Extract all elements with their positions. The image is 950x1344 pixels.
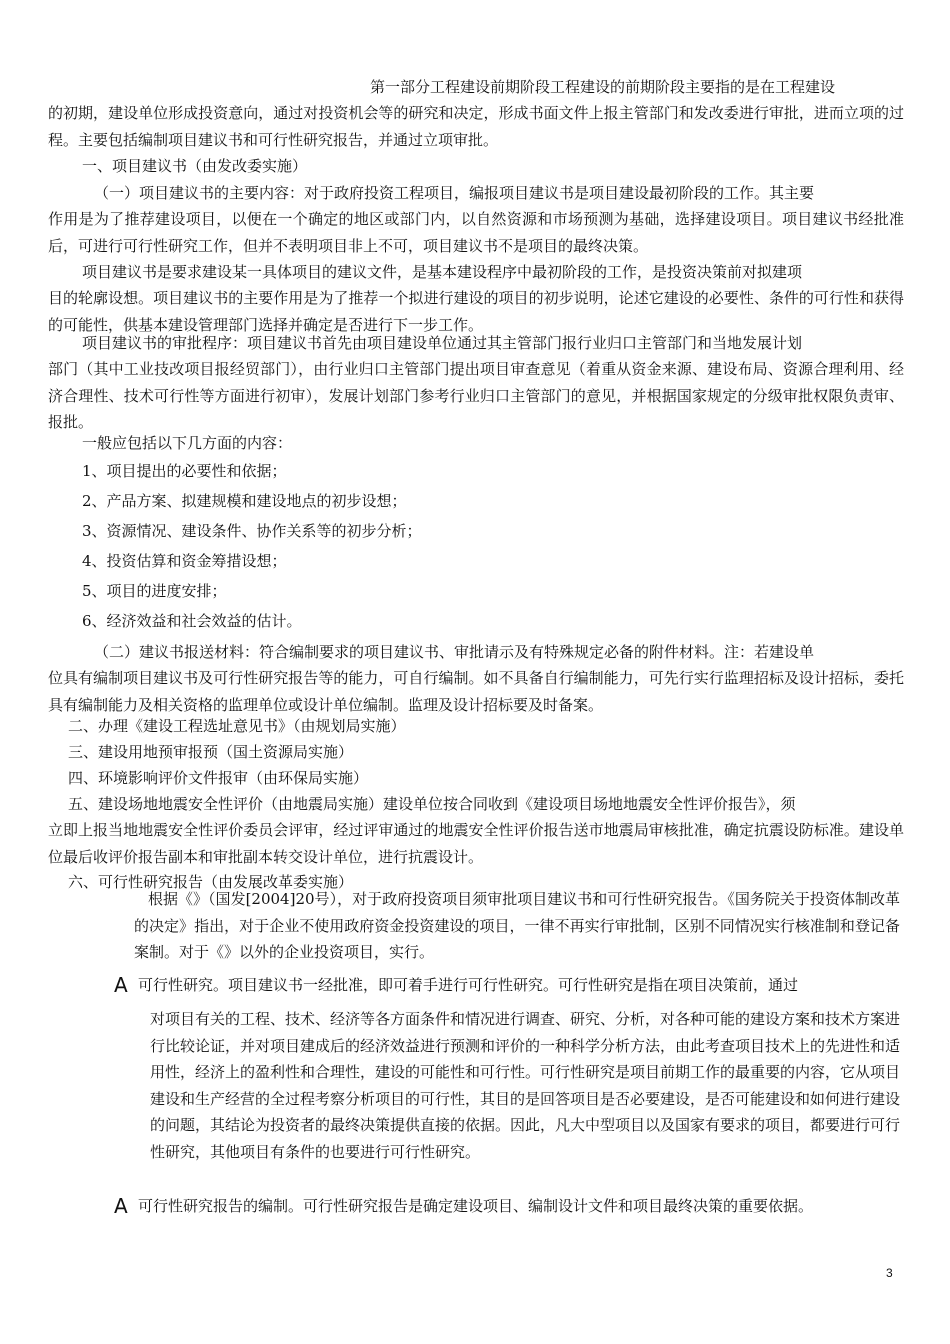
bullet-2-text: 可行性研究报告的编制。可行性研究报告是确定建设项目、编制设计文件和项目最终决策的重要依据。 <box>138 1197 814 1215</box>
s6-paragraph-1: 根据《》（国发[2004]20号），对于政府投资项目须审批项目建议书和可行性研究报告。《国务院关于投资体制改革的决定》指出，对于企业不使用政府资金投资建设的项目，一律不再实行审批制，区别不同情况实行核准制和登记备案制。对于《》以外的企业投资项目，实行。 <box>134 890 900 961</box>
list-item: 2、产品方案、拟建规模和建设地点的初步设想； <box>82 492 407 510</box>
page-number: 3 <box>886 1266 893 1280</box>
bullet-1-first-line: 可行性研究。项目建议书一经批准，即可着手进行可行性研究。可行性研究是指在项目决策前，通过 <box>138 976 799 994</box>
s1-paragraph-1: 作用是为了推荐建设项目，以便在一个确定的地区或部门内，以自然资源和市场预测为基础，选择建设项目。项目建议书经批准后，可进行可行性研究工作，但并不表明项目非上不可，项目建议书不是项目的最终决策。 <box>48 210 904 255</box>
bullet-1-paragraph: 对项目有关的工程、技术、经济等各方面条件和情况进行调查、研究、分析，对各种可能的建设方案和技术方案进行比较论证，并对项目建成后的经济效益进行预测和评价的一种科学分析方法，由此考查项目技术上的先进性和适用性，经济上的盈利性和合理性，建设的可能性和可行性。可行性研究是项目前期工作的最重要的内容，它从项目建设和生产经营的全过程考察分析项目的可行性，其目的是回答项目是否必要建设，是否可能建设和如何进行建设的问题，其结论为投资者的最终决策提供直接的依据。因此，凡大中型项目以及国家有要求的项目，都要进行可行性研究，其他项目有条件的也要进行可行性研究。 <box>150 1010 901 1161</box>
s1-paragraph-3-first-line: 项目建议书的审批程序：项目建议书首先由项目建设单位通过其主管部门报行业归口主管部门和当地发展计划 <box>82 334 803 352</box>
list-item: 4、投资估算和资金筹措设想； <box>82 552 287 570</box>
intro-paragraph: 的初期，建设单位形成投资意向，通过对投资机会等的研究和决定，形成书面文件上报主管部门和发改委进行审批，进而立项的过程。主要包括编制项目建议书和可行性研究报告，并通过立项审批。 <box>48 104 904 149</box>
s1-paragraph-2-first-line: 项目建议书是要求建设某一具体项目的建议文件，是基本建设程序中最初阶段的工作，是投资决策前对拟建项 <box>82 263 803 281</box>
intro-first-line: 第一部分工程建设前期阶段工程建设的前期阶段主要指的是在工程建设 <box>370 78 836 96</box>
s1-paragraph-4-first-line: （二）建议书报送材料：符合编制要求的项目建议书、审批请示及有特殊规定必备的附件材料。注：若建设单 <box>94 643 815 661</box>
section-5-first-line: 五、建设场地地震安全性评价（由地震局实施）建设单位按合同收到《建设项目场地地震安全性评价报告》，须 <box>68 795 796 813</box>
list-item: 5、项目的进度安排； <box>82 582 227 600</box>
section-1-heading: 一、项目建议书（由发改委实施） <box>82 157 308 175</box>
list-item: 3、资源情况、建设条件、协作关系等的初步分析； <box>82 522 422 540</box>
bullet-marker: A <box>114 1194 128 1218</box>
s1-paragraph-2: 目的轮廓设想。项目建议书的主要作用是为了推荐一个拟进行建设的项目的初步说明，论述它建设的必要性、条件的可行性和获得的可能性，供基本建设管理部门选择并确定是否进行下一步工作。 <box>48 289 904 334</box>
list-item: 6、经济效益和社会效益的估计。 <box>82 612 302 630</box>
section-3-heading: 三、建设用地预审报预（国土资源局实施） <box>68 743 354 761</box>
bullet-marker: A <box>114 973 128 997</box>
section-4-heading: 四、环境影响评价文件报审（由环保局实施） <box>68 769 369 787</box>
s1-paragraph-1-first-line: （一）项目建议书的主要内容：对于政府投资工程项目，编报项目建议书是项目建设最初阶段的工作。其主要 <box>94 184 815 202</box>
section-6-heading: 六、可行性研究报告（由发展改革委实施） <box>68 873 354 891</box>
s1-paragraph-3: 部门（其中工业技改项目报经贸部门），由行业归口主管部门提出项目审查意见（着重从资金来源、建设布局、资源合理利用、经济合理性、技术可行性等方面进行初审），发展计划部门参考行业归口主管部门的意见，并根据国家规定的分级审批权限负责审、报批。 <box>48 360 904 431</box>
list-item: 1、项目提出的必要性和依据； <box>82 462 287 480</box>
section-2-heading: 二、办理《建设工程选址意见书》（由规划局实施） <box>68 717 406 735</box>
s1-list-intro: 一般应包括以下几方面的内容： <box>82 434 293 452</box>
section-5-paragraph: 立即上报当地地震安全性评价委员会评审，经过评审通过的地震安全性评价报告送市地震局审核批准，确定抗震设防标准。建设单位最后收评价报告副本和审批副本转交设计单位，进行抗震设计。 <box>48 821 904 866</box>
s1-paragraph-4: 位具有编制项目建议书及可行性研究报告等的能力，可自行编制。如不具备自行编制能力，可先行实行监理招标及设计招标，委托具有编制能力及相关资格的监理单位或设计单位编制。监理及设计招标要及时备案。 <box>48 669 904 714</box>
